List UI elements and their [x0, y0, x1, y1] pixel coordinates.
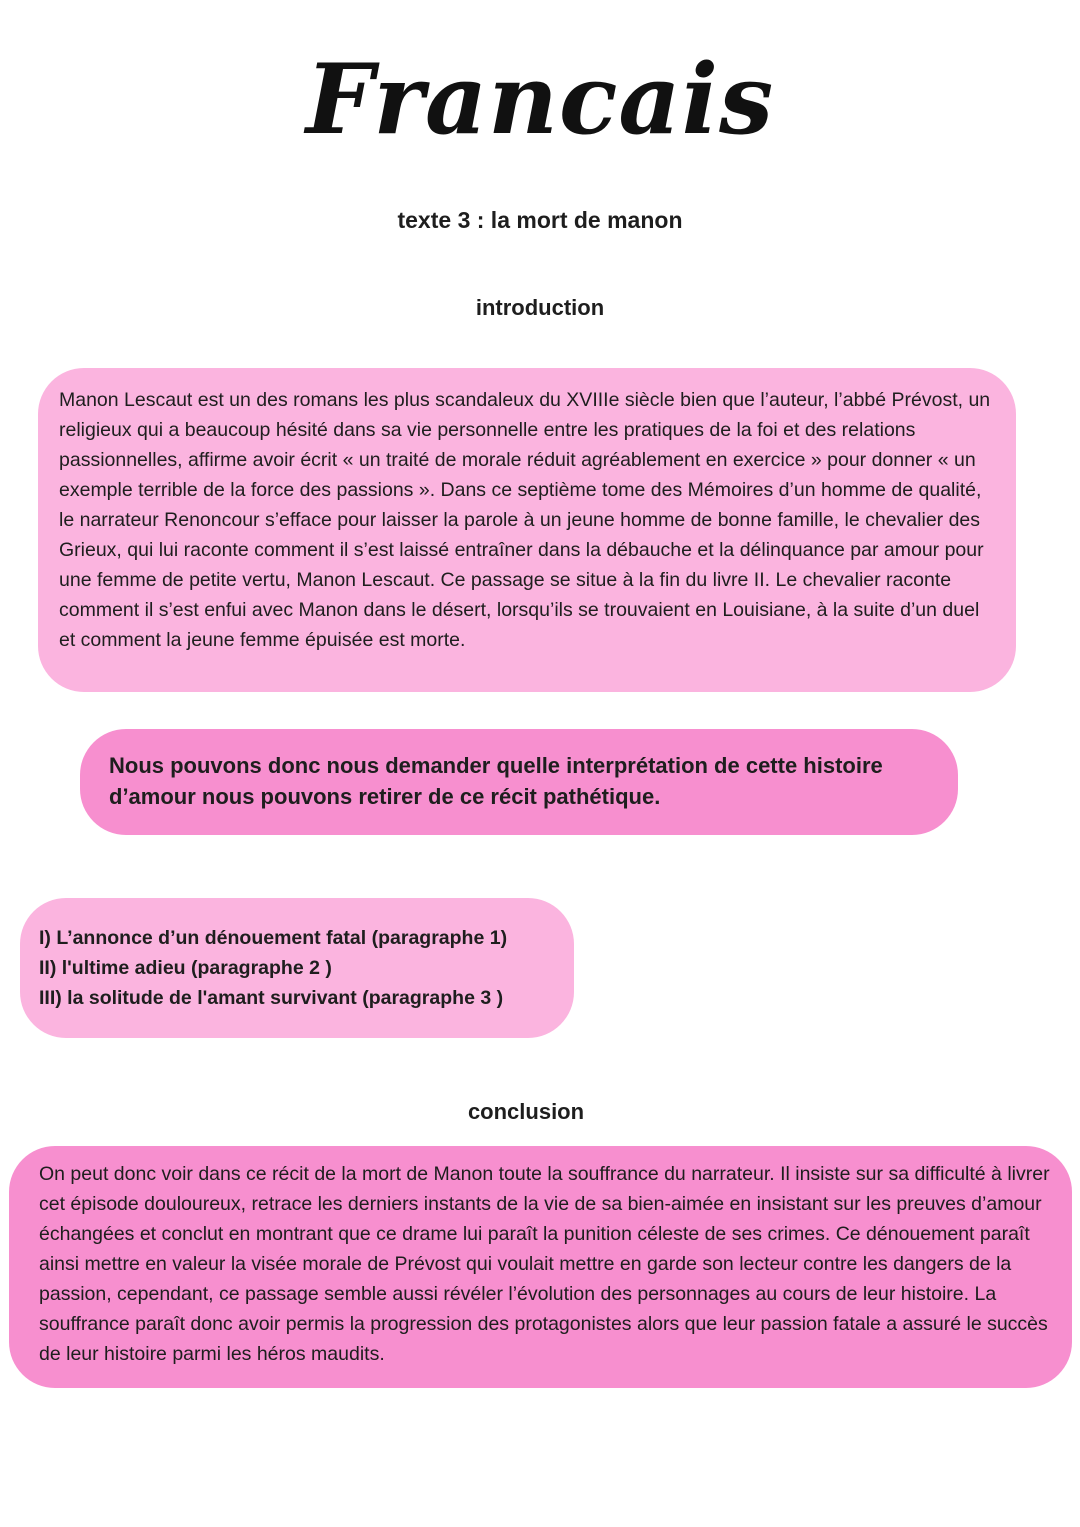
- introduction-heading: introduction: [475, 295, 605, 320]
- plan-box: [20, 898, 574, 1038]
- plan-item-1: I) L’annonce d’un dénouement fatal (paragraphe 1): [39, 927, 508, 949]
- page-subtitle: texte 3 : la mort de manon: [397, 207, 683, 233]
- conclusion-box: [9, 1146, 1072, 1388]
- introduction-box: [38, 368, 1016, 692]
- plan-item-3: III) la solitude de l'amant survivant (paragraphe 3 ): [39, 987, 504, 1009]
- problematique-text: Nous pouvons donc nous demander quelle interprétation de cette histoire d’amour nous pouvons retirer de ce récit pathétique.: [109, 753, 883, 809]
- conclusion-text: On peut donc voir dans ce récit de la mort de Manon toute la souffrance du narrateur. Il insiste sur sa difficulté à livrer cet épisode douloureux, retrace les derniers instants de la vie de sa bien-aimée en insistant sur les preuves d’amour échangées et conclut en montrant que ce drame lui paraît la punition céleste de ses crimes. Ce dénouement paraît ainsi mettre en valeur la visée morale de Prévost qui voulait mettre en garde son lecteur contre les dangers de la passion, cependant, ce passage semble aussi révéler l’évolution des personnages au cours de leur histoire. La souffrance paraît donc avoir permis la progression des protagonistes alors que leur passion fatale a assuré le succès de leur histoire parmi les héros maudits.: [39, 1163, 1050, 1365]
- plan-item-2: II) l'ultime adieu (paragraphe 2 ): [39, 957, 332, 979]
- conclusion-heading: conclusion: [467, 1099, 585, 1124]
- introduction-text: Manon Lescaut est un des romans les plus scandaleux du XVIIIe siècle bien que l’auteur, l’abbé Prévost, un religieux qui a beaucoup hésité dans sa vie personnelle entre les pratiques de la foi et des relations passionnelles, affirme avoir écrit « un traité de morale réduit agréablement en exercice » pour donner « un exemple terrible de la force des passions ». Dans ce septième tome des Mémoires d’un homme de qualité, le narrateur Renoncour s’efface pour laisser la parole à un jeune homme de bonne famille, le chevalier des Grieux, qui lui raconte comment il s’est laissé entraîner dans la débauche et la délinquance par amour pour une femme de petite vertu, Manon Lescaut. Ce passage se situe à la fin du livre II. Le chevalier raconte comment il s’est enfui avec Manon dans le désert, lorsqu’ils se trouvaient en Louisiane, à la suite d’un duel et comment la jeune femme épuisée est morte.: [59, 389, 991, 651]
- page-title: Francais: [305, 43, 775, 156]
- problematique-box: [80, 729, 958, 835]
